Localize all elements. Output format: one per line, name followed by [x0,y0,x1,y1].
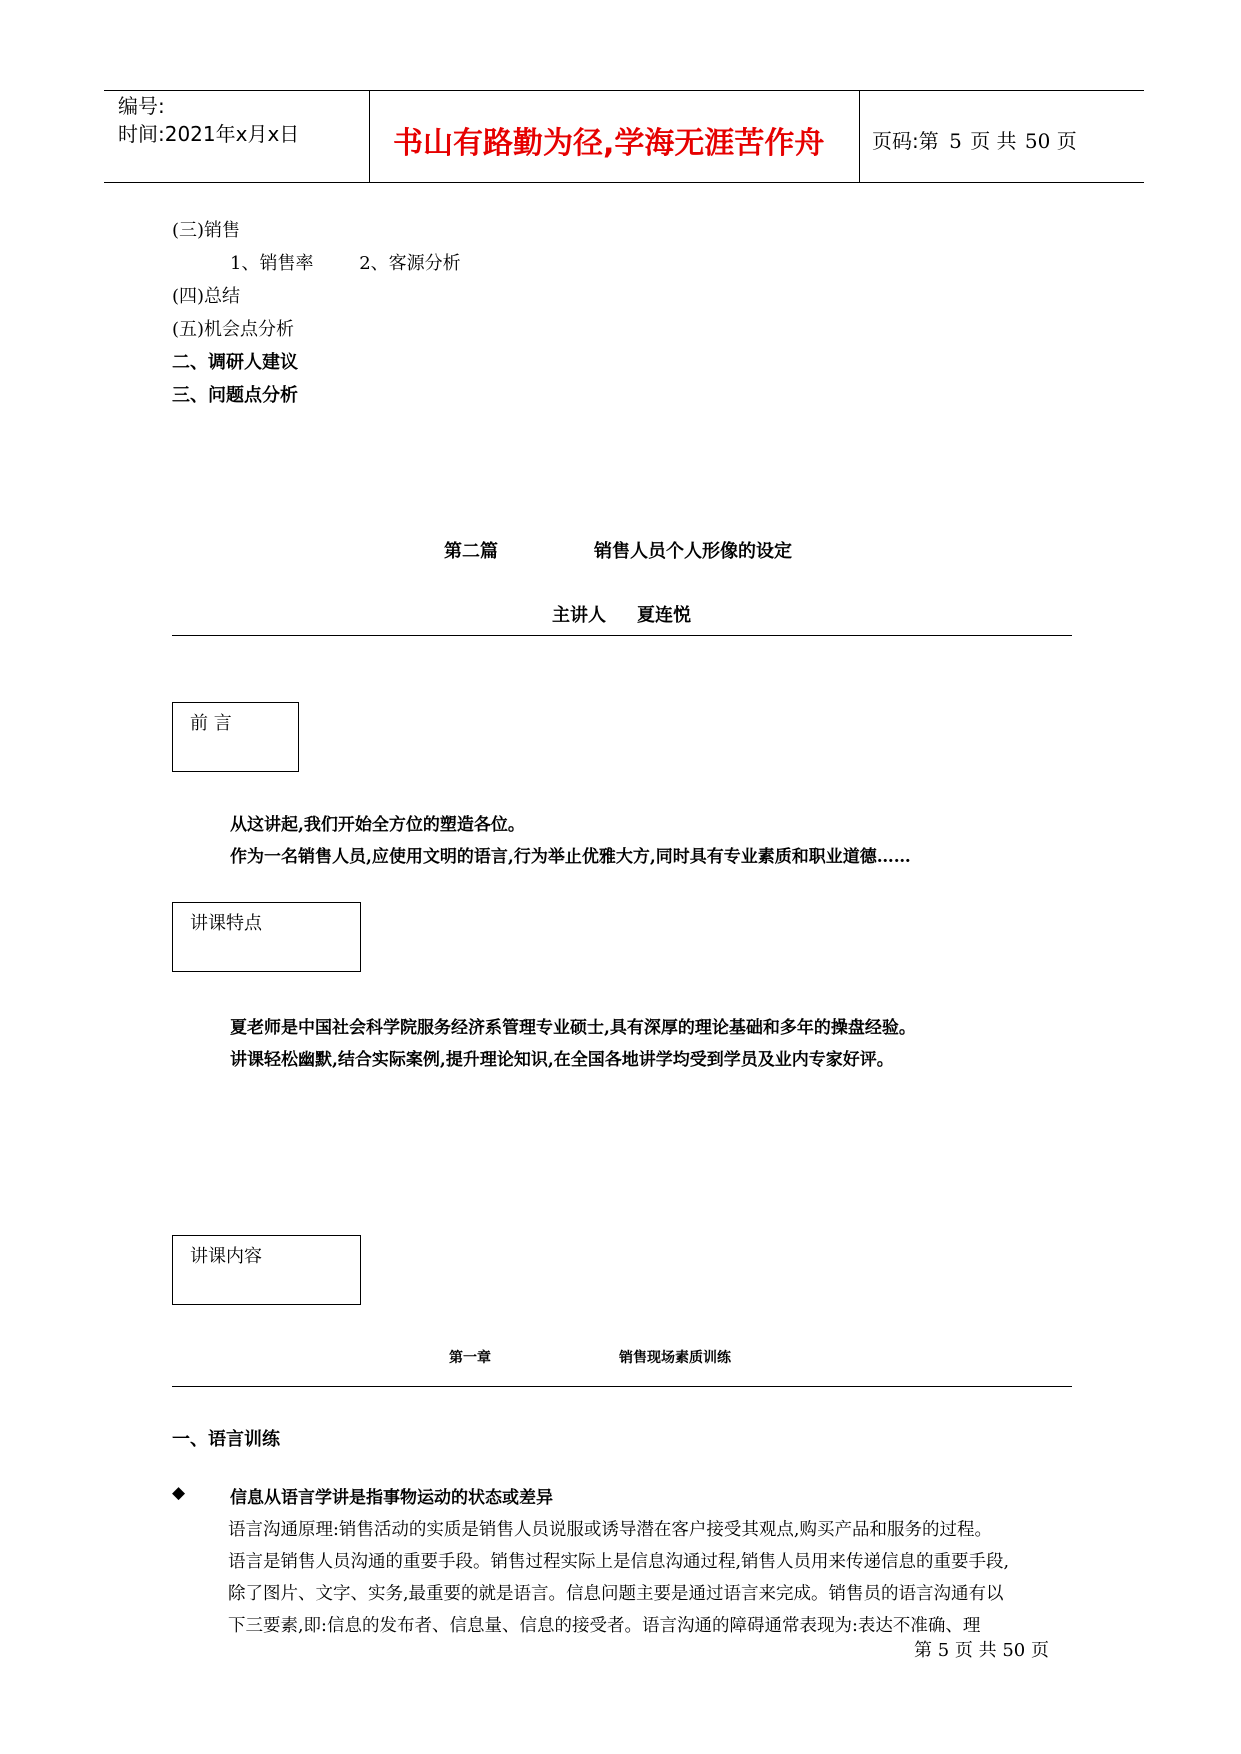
preface-line-1: 从这讲起,我们开始全方位的塑造各位。 [230,815,525,835]
time-label: 时间:2021年x月x日 [118,122,300,146]
body-line-1: 语言沟通原理:销售活动的实质是销售人员说服或诱导潜在客户接受其观点,购买产品和服务的过程。 [228,1520,992,1540]
outline-sub-items: 1、销售率 2、客源分析 [230,253,461,274]
page-label: 页码:第 [872,129,939,153]
preface-box [172,702,299,772]
outline-item-advice: 二、调研人建议 [172,352,298,373]
content-box [172,1235,361,1305]
outline-item-problems: 三、问题点分析 [172,385,298,406]
header-divider-left [369,90,370,182]
header-divider-right [859,90,860,182]
preface-heading: 前 言 [190,713,232,734]
preface-line-2: 作为一名销售人员,应使用文明的语言,行为举止优雅大方,同时具有专业素质和职业道德…… [230,847,911,867]
page-total: 50 [1024,129,1051,153]
outline-item-sales: (三)销售 [172,220,241,241]
features-line-2: 讲课轻松幽默,结合实际案例,提升理论知识,在全国各地讲学均受到学员及业内专家好评。 [230,1050,894,1070]
body-line-4: 下三要素,即:信息的发布者、信息量、信息的接受者。语言沟通的障碍通常表现为:表达不准确、理 [228,1616,981,1636]
header-page-info [872,125,1077,154]
page-mid: 页 共 [970,129,1017,153]
body-line-2: 语言是销售人员沟通的重要手段。销售过程实际上是信息沟通过程,销售人员用来传递信息的重要手段, [228,1552,1010,1572]
outline-item-summary: (四)总结 [172,286,241,307]
lecturer-name: 夏连悦 [637,605,691,626]
chapter-rule [172,1386,1072,1387]
header-top-border [104,90,1144,91]
section-heading-language: 一、语言训练 [172,1429,280,1450]
chapter-label: 第一章 [449,1350,491,1366]
lecturer-label: 主讲人 [552,605,606,626]
title-rule [172,635,1072,636]
serial-label: 编号: [118,94,165,118]
features-heading: 讲课特点 [190,913,262,934]
header-bottom-border [104,182,1144,183]
features-box [172,902,361,972]
content-heading: 讲课内容 [190,1246,262,1267]
header-motto: 书山有路勤为径,学海无涯苦作舟 [393,126,825,161]
body-line-3: 除了图片、文字、实务,最重要的就是语言。信息问题主要是通过语言来完成。销售员的语言沟通有以 [228,1584,1004,1604]
bullet-text: 信息从语言学讲是指事物运动的状态或差异 [230,1488,553,1508]
chapter-title: 销售现场素质训练 [619,1350,731,1366]
page-number: 5 [949,129,962,153]
page-end: 页 [1056,129,1077,153]
part-label: 第二篇 [444,541,498,562]
outline-item-opportunity: (五)机会点分析 [172,319,295,340]
bullet-icon: ◆ [172,1483,186,1503]
features-line-1: 夏老师是中国社会科学院服务经济系管理专业硕士,具有深厚的理论基础和多年的操盘经验。 [230,1018,916,1038]
page-footer: 第 5 页 共 50 页 [914,1640,1049,1661]
part-title: 销售人员个人形像的设定 [594,541,792,562]
